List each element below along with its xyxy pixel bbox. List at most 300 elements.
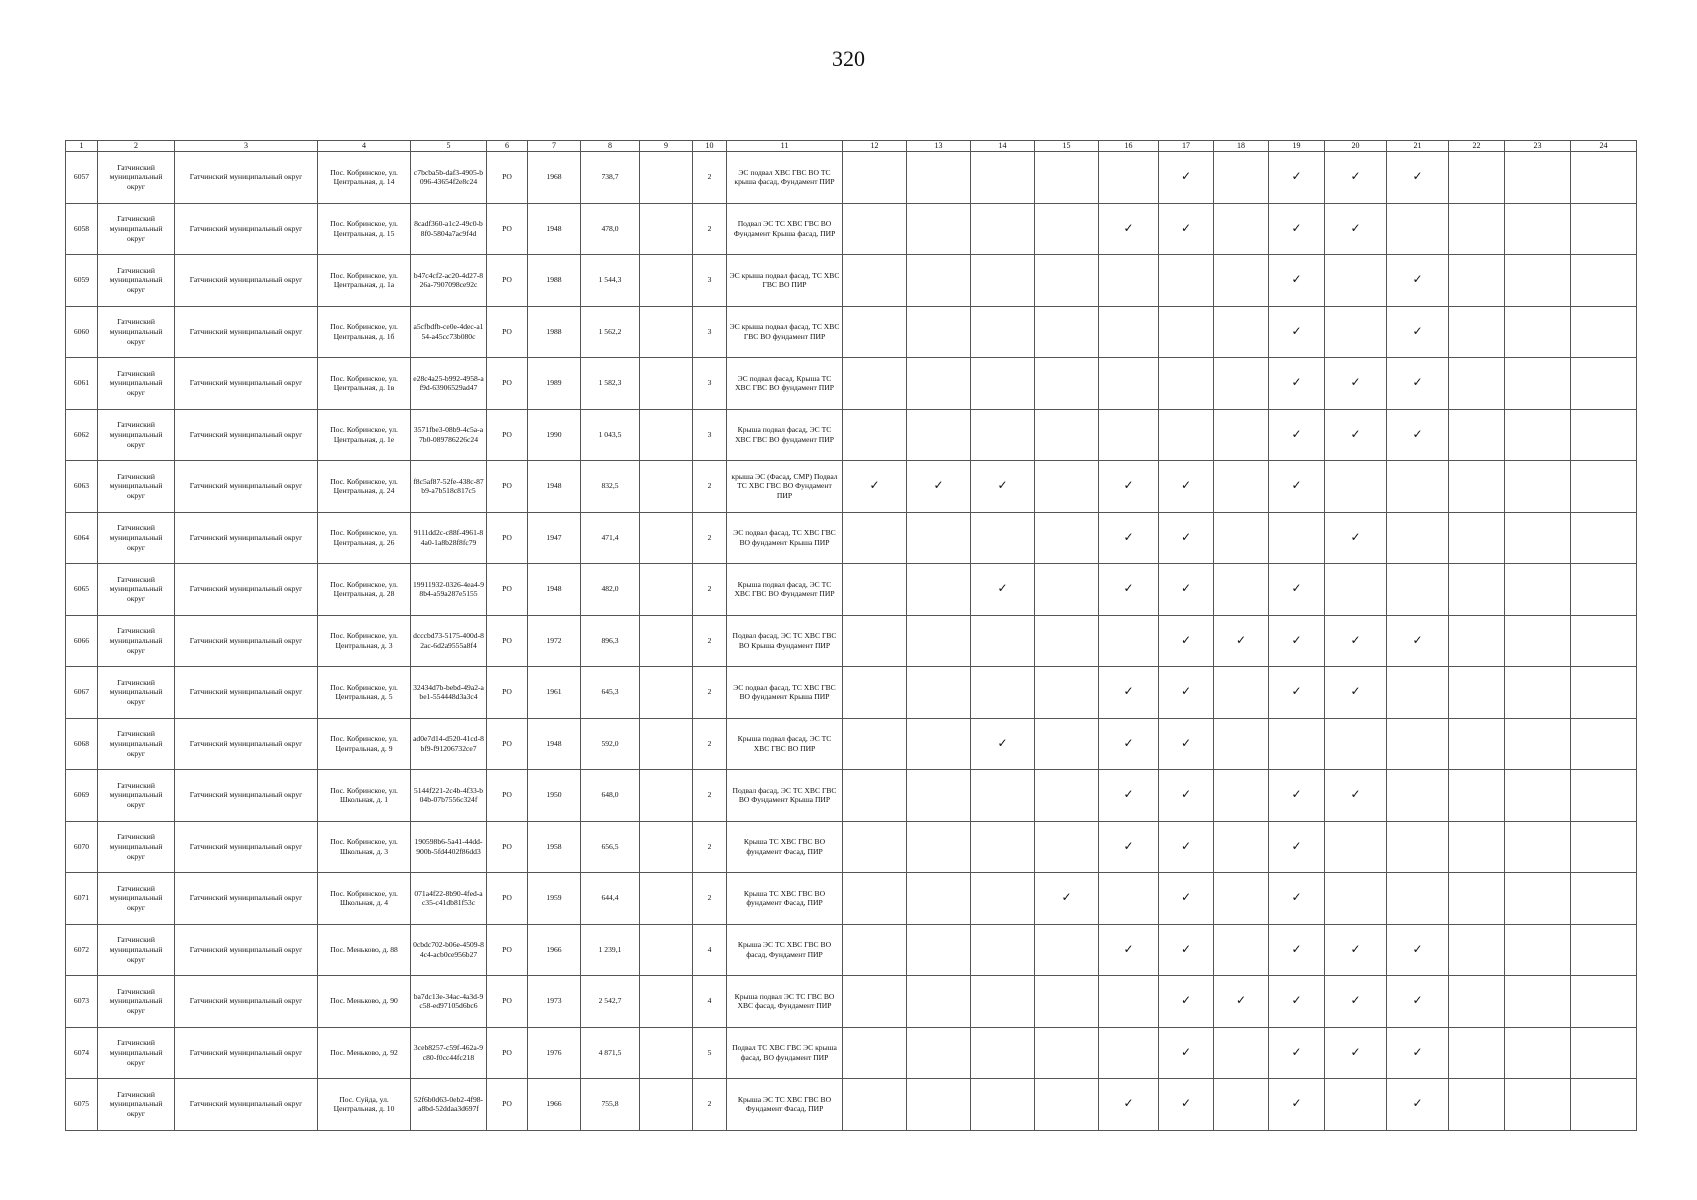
check-mark-icon: ✓ <box>1099 564 1159 616</box>
empty-cell <box>1325 821 1387 873</box>
municipality-cell: Гатчинский муниципальный округ <box>175 461 318 513</box>
empty-cell <box>1505 770 1571 822</box>
empty-cell <box>843 512 907 564</box>
empty-cell <box>843 409 907 461</box>
empty-cell <box>1449 667 1505 719</box>
check-mark-icon: ✓ <box>1325 358 1387 410</box>
area-cell: 1 562,2 <box>581 306 640 358</box>
empty-cell <box>1449 976 1505 1028</box>
municipality-cell: Гатчинский муниципальный округ <box>175 203 318 255</box>
build-year-cell: 1973 <box>528 976 581 1028</box>
column-number-header: 6 <box>487 141 528 152</box>
empty-cell <box>1099 358 1159 410</box>
floors-cell: 2 <box>693 615 727 667</box>
house-guid-cell: ad0e7d14-d520-41cd-8bf9-f91206732ce7 <box>411 718 487 770</box>
check-mark-icon: ✓ <box>1269 924 1325 976</box>
empty-cell <box>907 615 971 667</box>
house-guid-cell: 19911932-0326-4ea4-98b4-a59a287e5155 <box>411 564 487 616</box>
fund-method-cell: РО <box>487 1079 528 1131</box>
empty-cell <box>1571 1027 1637 1079</box>
empty-cell <box>1505 409 1571 461</box>
address-cell: Пос. Меньково, д. 90 <box>318 976 411 1028</box>
column-9-cell <box>640 615 693 667</box>
column-number-header: 17 <box>1159 141 1214 152</box>
check-mark-icon: ✓ <box>1099 770 1159 822</box>
area-cell: 1 544,3 <box>581 255 640 307</box>
empty-cell <box>1214 152 1269 204</box>
empty-cell <box>1214 358 1269 410</box>
empty-cell <box>971 409 1035 461</box>
empty-cell <box>1099 1027 1159 1079</box>
housing-register-table <box>65 140 1637 1131</box>
empty-cell <box>1505 1027 1571 1079</box>
house-guid-cell: ba7dc13e-34ac-4a3d-9c58-ed97105d6bc6 <box>411 976 487 1028</box>
fund-method-cell: РО <box>487 152 528 204</box>
municipality-cell: Гатчинский муниципальный округ <box>175 255 318 307</box>
check-mark-icon: ✓ <box>1269 255 1325 307</box>
check-mark-icon: ✓ <box>1387 255 1449 307</box>
empty-cell <box>1325 306 1387 358</box>
row-number-cell: 6068 <box>66 718 98 770</box>
fund-method-cell: РО <box>487 976 528 1028</box>
column-9-cell <box>640 770 693 822</box>
empty-cell <box>971 873 1035 925</box>
build-year-cell: 1948 <box>528 718 581 770</box>
works-list-cell: ЭС подвал фасад, Крыша ТС ХВС ГВС ВО фундамент ПИР <box>727 358 843 410</box>
empty-cell <box>1214 873 1269 925</box>
empty-cell <box>907 924 971 976</box>
municipality-cell: Гатчинский муниципальный округ <box>175 615 318 667</box>
empty-cell <box>907 255 971 307</box>
house-guid-cell: c7bcba5b-daf3-4905-b096-43654f2e8c24 <box>411 152 487 204</box>
fund-method-cell: РО <box>487 564 528 616</box>
row-number-cell: 6065 <box>66 564 98 616</box>
empty-cell <box>1571 461 1637 513</box>
municipality-cell: Гатчинский муниципальный округ <box>175 718 318 770</box>
works-list-cell: ЭС крыша подвал фасад, ТС ХВС ГВС ВО ПИР <box>727 255 843 307</box>
floors-cell: 3 <box>693 306 727 358</box>
empty-cell <box>1449 306 1505 358</box>
empty-cell <box>1214 203 1269 255</box>
empty-cell <box>1325 255 1387 307</box>
house-guid-cell: 3ceb8257-c59f-462a-9c80-f0cc44fc218 <box>411 1027 487 1079</box>
empty-cell <box>1035 255 1099 307</box>
municipality-cell: Гатчинский муниципальный округ <box>175 409 318 461</box>
empty-cell <box>1505 512 1571 564</box>
district-cell: Гатчинский муниципальный округ <box>98 667 175 719</box>
column-number-header: 20 <box>1325 141 1387 152</box>
empty-cell <box>1035 615 1099 667</box>
empty-cell <box>1571 203 1637 255</box>
empty-cell <box>843 770 907 822</box>
empty-cell <box>1571 152 1637 204</box>
row-number-cell: 6058 <box>66 203 98 255</box>
row-number-cell: 6070 <box>66 821 98 873</box>
empty-cell <box>1449 512 1505 564</box>
column-9-cell <box>640 461 693 513</box>
empty-cell <box>971 615 1035 667</box>
column-number-header: 2 <box>98 141 175 152</box>
empty-cell <box>1035 564 1099 616</box>
empty-cell <box>1214 512 1269 564</box>
fund-method-cell: РО <box>487 409 528 461</box>
empty-cell <box>1035 924 1099 976</box>
empty-cell <box>907 1027 971 1079</box>
empty-cell <box>1449 924 1505 976</box>
address-cell: Пос. Кобринское, ул. Школьная, д. 4 <box>318 873 411 925</box>
empty-cell <box>1035 461 1099 513</box>
empty-cell <box>1214 718 1269 770</box>
table-row <box>66 306 1637 358</box>
build-year-cell: 1988 <box>528 255 581 307</box>
address-cell: Пос. Кобринское, ул. Центральная, д. 28 <box>318 564 411 616</box>
table-row <box>66 873 1637 925</box>
check-mark-icon: ✓ <box>1159 564 1214 616</box>
check-mark-icon: ✓ <box>843 461 907 513</box>
empty-cell <box>907 873 971 925</box>
build-year-cell: 1948 <box>528 564 581 616</box>
empty-cell <box>1449 461 1505 513</box>
empty-cell <box>1325 718 1387 770</box>
fund-method-cell: РО <box>487 203 528 255</box>
column-9-cell <box>640 1027 693 1079</box>
empty-cell <box>843 306 907 358</box>
row-number-cell: 6071 <box>66 873 98 925</box>
empty-cell <box>843 358 907 410</box>
empty-cell <box>843 873 907 925</box>
area-cell: 1 043,5 <box>581 409 640 461</box>
check-mark-icon: ✓ <box>1269 461 1325 513</box>
floors-cell: 2 <box>693 152 727 204</box>
check-mark-icon: ✓ <box>1159 924 1214 976</box>
check-mark-icon: ✓ <box>1387 615 1449 667</box>
empty-cell <box>1449 770 1505 822</box>
check-mark-icon: ✓ <box>1269 203 1325 255</box>
column-number-header: 1 <box>66 141 98 152</box>
check-mark-icon: ✓ <box>1325 1027 1387 1079</box>
check-mark-icon: ✓ <box>1159 976 1214 1028</box>
works-list-cell: Крыша ЭС ТС ХВС ГВС ВО фасад, Фундамент ПИР <box>727 924 843 976</box>
empty-cell <box>1159 409 1214 461</box>
empty-cell <box>971 152 1035 204</box>
empty-cell <box>1449 718 1505 770</box>
build-year-cell: 1948 <box>528 203 581 255</box>
empty-cell <box>843 564 907 616</box>
build-year-cell: 1966 <box>528 1079 581 1131</box>
column-number-header: 16 <box>1099 141 1159 152</box>
row-number-cell: 6057 <box>66 152 98 204</box>
build-year-cell: 1959 <box>528 873 581 925</box>
check-mark-icon: ✓ <box>1269 152 1325 204</box>
empty-cell <box>1099 255 1159 307</box>
empty-cell <box>1449 564 1505 616</box>
empty-cell <box>1035 358 1099 410</box>
works-list-cell: Крыша подвал фасад, ЭС ТС ХВС ГВС ВО фундамент ПИР <box>727 409 843 461</box>
column-9-cell <box>640 924 693 976</box>
empty-cell <box>1099 976 1159 1028</box>
build-year-cell: 1950 <box>528 770 581 822</box>
address-cell: Пос. Кобринское, ул. Центральная, д. 1е <box>318 409 411 461</box>
check-mark-icon: ✓ <box>1325 512 1387 564</box>
row-number-cell: 6066 <box>66 615 98 667</box>
check-mark-icon: ✓ <box>1325 409 1387 461</box>
table-row <box>66 512 1637 564</box>
check-mark-icon: ✓ <box>1099 203 1159 255</box>
district-cell: Гатчинский муниципальный округ <box>98 976 175 1028</box>
district-cell: Гатчинский муниципальный округ <box>98 770 175 822</box>
address-cell: Пос. Суйда, ул. Центральная, д. 10 <box>318 1079 411 1131</box>
empty-cell <box>971 512 1035 564</box>
empty-cell <box>1505 873 1571 925</box>
check-mark-icon: ✓ <box>1099 512 1159 564</box>
empty-cell <box>1214 409 1269 461</box>
area-cell: 4 871,5 <box>581 1027 640 1079</box>
empty-cell <box>1035 152 1099 204</box>
area-cell: 482,0 <box>581 564 640 616</box>
build-year-cell: 1989 <box>528 358 581 410</box>
check-mark-icon: ✓ <box>1159 1079 1214 1131</box>
municipality-cell: Гатчинский муниципальный округ <box>175 667 318 719</box>
row-number-cell: 6074 <box>66 1027 98 1079</box>
works-list-cell: Подвал фасад, ЭС ТС ХВС ГВС ВО Фундамент Крыша ПИР <box>727 770 843 822</box>
works-list-cell: ЭС подвал ХВС ГВС ВО ТС крыша фасад, Фундамент ПИР <box>727 152 843 204</box>
check-mark-icon: ✓ <box>1159 512 1214 564</box>
empty-cell <box>1505 821 1571 873</box>
empty-cell <box>1214 1079 1269 1131</box>
check-mark-icon: ✓ <box>1214 615 1269 667</box>
empty-cell <box>1571 821 1637 873</box>
column-number-header: 23 <box>1505 141 1571 152</box>
fund-method-cell: РО <box>487 873 528 925</box>
district-cell: Гатчинский муниципальный округ <box>98 1079 175 1131</box>
fund-method-cell: РО <box>487 461 528 513</box>
house-guid-cell: 0cbdc702-b06e-4509-84c4-acb0ce956b27 <box>411 924 487 976</box>
column-number-row <box>66 141 1637 152</box>
empty-cell <box>843 718 907 770</box>
column-9-cell <box>640 718 693 770</box>
row-number-cell: 6064 <box>66 512 98 564</box>
empty-cell <box>1449 1027 1505 1079</box>
column-9-cell <box>640 203 693 255</box>
empty-cell <box>1449 358 1505 410</box>
municipality-cell: Гатчинский муниципальный округ <box>175 770 318 822</box>
municipality-cell: Гатчинский муниципальный округ <box>175 564 318 616</box>
empty-cell <box>1449 821 1505 873</box>
empty-cell <box>1325 873 1387 925</box>
empty-cell <box>1035 1079 1099 1131</box>
address-cell: Пос. Кобринское, ул. Центральная, д. 1в <box>318 358 411 410</box>
empty-cell <box>1269 512 1325 564</box>
floors-cell: 2 <box>693 1079 727 1131</box>
table-row <box>66 564 1637 616</box>
column-number-header: 18 <box>1214 141 1269 152</box>
empty-cell <box>1505 306 1571 358</box>
district-cell: Гатчинский муниципальный округ <box>98 873 175 925</box>
house-guid-cell: e28c4a25-b992-4958-af9d-63906529ad47 <box>411 358 487 410</box>
empty-cell <box>1099 615 1159 667</box>
check-mark-icon: ✓ <box>1269 564 1325 616</box>
column-9-cell <box>640 255 693 307</box>
floors-cell: 2 <box>693 461 727 513</box>
area-cell: 896,3 <box>581 615 640 667</box>
empty-cell <box>907 1079 971 1131</box>
build-year-cell: 1958 <box>528 821 581 873</box>
works-list-cell: Подвал фасад, ЭС ТС ХВС ГВС ВО Крыша Фундамент ПИР <box>727 615 843 667</box>
empty-cell <box>1505 203 1571 255</box>
empty-cell <box>1505 564 1571 616</box>
column-number-header: 19 <box>1269 141 1325 152</box>
empty-cell <box>971 770 1035 822</box>
check-mark-icon: ✓ <box>1387 924 1449 976</box>
empty-cell <box>1035 1027 1099 1079</box>
table-row <box>66 461 1637 513</box>
check-mark-icon: ✓ <box>1269 306 1325 358</box>
table-row <box>66 667 1637 719</box>
row-number-cell: 6073 <box>66 976 98 1028</box>
empty-cell <box>843 1079 907 1131</box>
check-mark-icon: ✓ <box>1269 615 1325 667</box>
empty-cell <box>1449 409 1505 461</box>
area-cell: 1 582,3 <box>581 358 640 410</box>
works-list-cell: Крыша ЭС ТС ХВС ГВС ВО Фундамент Фасад, ПИР <box>727 1079 843 1131</box>
empty-cell <box>1214 924 1269 976</box>
empty-cell <box>1035 306 1099 358</box>
build-year-cell: 1972 <box>528 615 581 667</box>
empty-cell <box>1035 770 1099 822</box>
empty-cell <box>1505 152 1571 204</box>
works-list-cell: Крыша ТС ХВС ГВС ВО фундамент Фасад, ПИР <box>727 821 843 873</box>
row-number-cell: 6075 <box>66 1079 98 1131</box>
empty-cell <box>1159 306 1214 358</box>
empty-cell <box>1505 976 1571 1028</box>
empty-cell <box>1214 306 1269 358</box>
empty-cell <box>1214 667 1269 719</box>
column-number-header: 4 <box>318 141 411 152</box>
area-cell: 471,4 <box>581 512 640 564</box>
check-mark-icon: ✓ <box>1269 873 1325 925</box>
column-9-cell <box>640 512 693 564</box>
check-mark-icon: ✓ <box>1325 770 1387 822</box>
address-cell: Пос. Кобринское, ул. Центральная, д. 15 <box>318 203 411 255</box>
empty-cell <box>843 615 907 667</box>
floors-cell: 5 <box>693 1027 727 1079</box>
empty-cell <box>971 667 1035 719</box>
address-cell: Пос. Кобринское, ул. Центральная, д. 9 <box>318 718 411 770</box>
works-list-cell: Крыша подвал фасад, ЭС ТС ХВС ГВС ВО Фундамент ПИР <box>727 564 843 616</box>
empty-cell <box>1387 821 1449 873</box>
empty-cell <box>1449 203 1505 255</box>
check-mark-icon: ✓ <box>1269 409 1325 461</box>
check-mark-icon: ✓ <box>1325 203 1387 255</box>
empty-cell <box>1269 718 1325 770</box>
empty-cell <box>1571 718 1637 770</box>
floors-cell: 3 <box>693 409 727 461</box>
empty-cell <box>971 306 1035 358</box>
house-guid-cell: 5144f221-2c4b-4f33-b04b-07b7556c324f <box>411 770 487 822</box>
build-year-cell: 1988 <box>528 306 581 358</box>
empty-cell <box>1387 203 1449 255</box>
floors-cell: 4 <box>693 976 727 1028</box>
empty-cell <box>843 255 907 307</box>
empty-cell <box>1099 409 1159 461</box>
district-cell: Гатчинский муниципальный округ <box>98 203 175 255</box>
empty-cell <box>907 667 971 719</box>
floors-cell: 3 <box>693 255 727 307</box>
empty-cell <box>907 203 971 255</box>
address-cell: Пос. Кобринское, ул. Центральная, д. 26 <box>318 512 411 564</box>
area-cell: 832,5 <box>581 461 640 513</box>
address-cell: Пос. Меньково, д. 88 <box>318 924 411 976</box>
house-guid-cell: a5cfbdfb-ce0e-4dec-a154-a45cc73b080c <box>411 306 487 358</box>
empty-cell <box>1571 1079 1637 1131</box>
check-mark-icon: ✓ <box>1159 1027 1214 1079</box>
empty-cell <box>843 924 907 976</box>
empty-cell <box>971 924 1035 976</box>
column-9-cell <box>640 152 693 204</box>
works-list-cell: Подвал ТС ХВС ГВС ЭС крыша фасад, ВО фундамент ПИР <box>727 1027 843 1079</box>
table-row <box>66 358 1637 410</box>
build-year-cell: 1968 <box>528 152 581 204</box>
row-number-cell: 6059 <box>66 255 98 307</box>
row-number-cell: 6072 <box>66 924 98 976</box>
empty-cell <box>1035 409 1099 461</box>
floors-cell: 2 <box>693 770 727 822</box>
area-cell: 738,7 <box>581 152 640 204</box>
house-guid-cell: b47c4cf2-ac20-4d27-826a-7907098ce92c <box>411 255 487 307</box>
address-cell: Пос. Кобринское, ул. Центральная, д. 1а <box>318 255 411 307</box>
address-cell: Пос. Кобринское, ул. Школьная, д. 3 <box>318 821 411 873</box>
district-cell: Гатчинский муниципальный округ <box>98 255 175 307</box>
column-number-header: 9 <box>640 141 693 152</box>
empty-cell <box>1449 1079 1505 1131</box>
column-9-cell <box>640 1079 693 1131</box>
empty-cell <box>907 564 971 616</box>
empty-cell <box>1571 924 1637 976</box>
empty-cell <box>843 667 907 719</box>
empty-cell <box>1571 873 1637 925</box>
empty-cell <box>1571 976 1637 1028</box>
works-list-cell: Подвал ЭС ТС ХВС ГВС ВО Фундамент Крыша фасад, ПИР <box>727 203 843 255</box>
table-row <box>66 770 1637 822</box>
municipality-cell: Гатчинский муниципальный округ <box>175 512 318 564</box>
area-cell: 1 239,1 <box>581 924 640 976</box>
empty-cell <box>971 358 1035 410</box>
district-cell: Гатчинский муниципальный округ <box>98 152 175 204</box>
district-cell: Гатчинский муниципальный округ <box>98 512 175 564</box>
check-mark-icon: ✓ <box>1159 152 1214 204</box>
house-guid-cell: f8c5af87-52fe-438c-87b9-a7b518c817c5 <box>411 461 487 513</box>
empty-cell <box>907 770 971 822</box>
check-mark-icon: ✓ <box>1159 203 1214 255</box>
house-guid-cell: 8cadf360-a1c2-49c0-b8f0-5804a7ac9f4d <box>411 203 487 255</box>
column-number-header: 22 <box>1449 141 1505 152</box>
column-number-header: 3 <box>175 141 318 152</box>
floors-cell: 2 <box>693 718 727 770</box>
municipality-cell: Гатчинский муниципальный округ <box>175 306 318 358</box>
area-cell: 656,5 <box>581 821 640 873</box>
municipality-cell: Гатчинский муниципальный округ <box>175 1079 318 1131</box>
address-cell: Пос. Кобринское, ул. Центральная, д. 3 <box>318 615 411 667</box>
column-number-header: 10 <box>693 141 727 152</box>
floors-cell: 4 <box>693 924 727 976</box>
empty-cell <box>843 976 907 1028</box>
fund-method-cell: РО <box>487 770 528 822</box>
empty-cell <box>971 821 1035 873</box>
empty-cell <box>1159 255 1214 307</box>
municipality-cell: Гатчинский муниципальный округ <box>175 358 318 410</box>
district-cell: Гатчинский муниципальный округ <box>98 718 175 770</box>
empty-cell <box>843 1027 907 1079</box>
